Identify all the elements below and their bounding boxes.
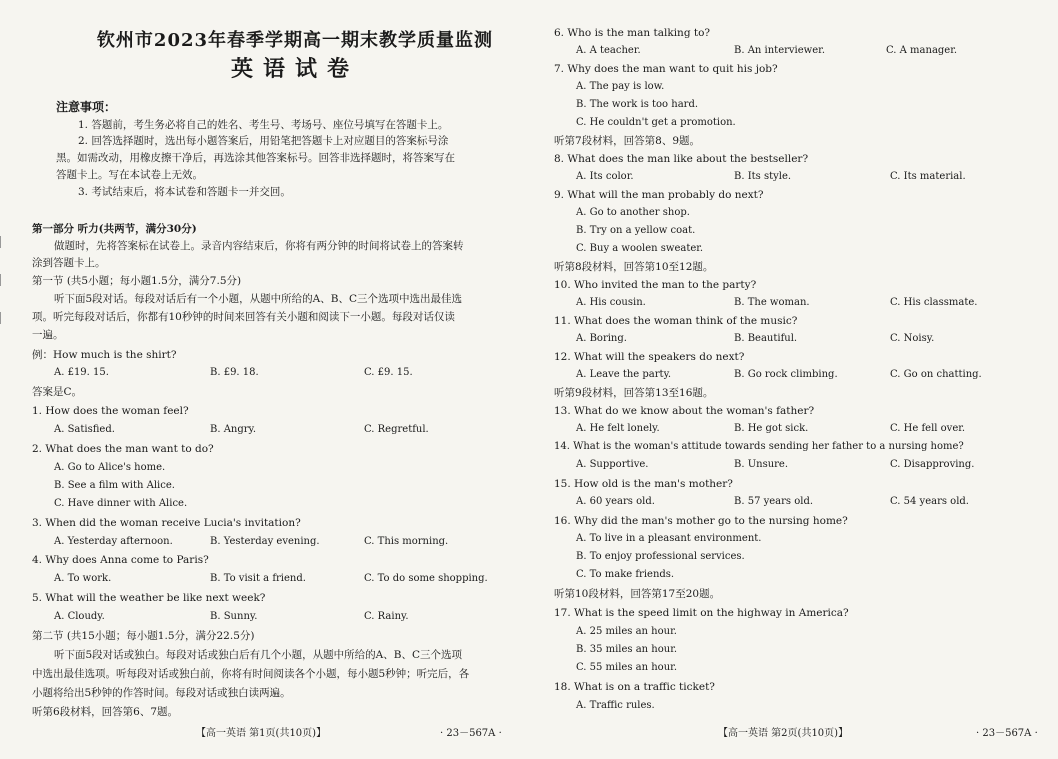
- option: C. A manager.: [886, 45, 958, 56]
- listening-instruction: 听第7段材料，回答第8、9题。: [554, 135, 701, 147]
- option: A. To live in a pleasant environment.: [576, 533, 762, 544]
- listening-instruction: 听第10段材料，回答第17至20题。: [554, 588, 721, 600]
- option: B. Sunny.: [210, 611, 258, 622]
- page-footer: 【高一英语 第1页(共10页)】: [196, 728, 327, 739]
- binding-mark: [0, 312, 7, 324]
- option: C. Disapproving.: [890, 459, 975, 470]
- option: C. Noisy.: [890, 333, 935, 344]
- option: A. 60 years old.: [576, 496, 655, 507]
- example-question: 例：How much is the shirt?: [32, 349, 177, 361]
- note-line: 3. 考试结束后，将本试卷和答题卡一并交回。: [78, 186, 291, 198]
- question-15: 15. How old is the man's mother?: [554, 478, 733, 490]
- part1-heading: 第一部分 听力(共两节，满分30分): [32, 223, 197, 235]
- option: B. To enjoy professional services.: [576, 551, 745, 562]
- option: B. To visit a friend.: [210, 573, 306, 584]
- option: C. He fell over.: [890, 423, 966, 434]
- question-2: 2. What does the man want to do?: [32, 443, 214, 455]
- example-option: A. £19. 15.: [54, 367, 109, 378]
- question-17: 17. What is the speed limit on the highway in America?: [554, 607, 849, 619]
- question-11: 11. What does the woman think of the music?: [554, 315, 798, 327]
- question-9: 9. What will the man probably do next?: [554, 189, 764, 201]
- exam-subject-title: 英语试卷: [230, 56, 359, 82]
- option: C. Go on chatting.: [890, 369, 982, 380]
- option: B. Try on a yellow coat.: [576, 225, 696, 236]
- option: C. Have dinner with Alice.: [54, 498, 188, 509]
- section2-intro: 听下面5段对话或独白。每段对话或独白后有几个小题，从题中所给的A、B、C三个选项: [54, 649, 463, 661]
- question-3: 3. When did the woman receive Lucia's invitation?: [32, 517, 301, 529]
- notes-heading: 注意事项：: [56, 100, 117, 114]
- option: A. To work.: [54, 573, 112, 584]
- option: C. 54 years old.: [890, 496, 969, 507]
- binding-mark: [0, 274, 7, 286]
- listening-instruction: 听第6段材料，回答第6、7题。: [32, 706, 179, 718]
- option: B. Angry.: [210, 424, 257, 435]
- option: B. Yesterday evening.: [210, 536, 320, 547]
- option: C. 55 miles an hour.: [576, 662, 678, 673]
- section1-intro: 一遍。: [32, 329, 64, 341]
- option: A. A teacher.: [576, 45, 641, 56]
- option: B. An interviewer.: [734, 45, 826, 56]
- question-13: 13. What do we know about the woman's father?: [554, 405, 815, 417]
- option: A. Its color.: [576, 171, 634, 182]
- option: B. He got sick.: [734, 423, 809, 434]
- option: A. Leave the party.: [576, 369, 672, 380]
- question-18: 18. What is on a traffic ticket?: [554, 681, 715, 693]
- option: C. Regretful.: [364, 424, 429, 435]
- option: A. Yesterday afternoon.: [54, 536, 173, 547]
- option: C. He couldn't get a promotion.: [576, 117, 736, 128]
- question-12: 12. What will the speakers do next?: [554, 351, 745, 363]
- option: C. To make friends.: [576, 569, 675, 580]
- option: A. Supportive.: [576, 459, 649, 470]
- listening-instruction: 听第8段材料，回答第10至12题。: [554, 261, 714, 273]
- question-14: 14. What is the woman's attitude towards sending her father to a nursing home?: [554, 441, 964, 452]
- option: B. The woman.: [734, 297, 810, 308]
- question-6: 6. Who is the man talking to?: [554, 27, 711, 39]
- page-code: · 23－567A ·: [440, 728, 502, 739]
- question-8: 8. What does the man like about the bestseller?: [554, 153, 809, 165]
- option: B. Beautiful.: [734, 333, 798, 344]
- section1-intro: 项。听完每段对话后，你都有10秒钟的时间来回答有关小题和阅读下一小题。每段对话仅读: [32, 311, 455, 323]
- example-option: C. £9. 15.: [364, 367, 413, 378]
- page-footer: 【高一英语 第2页(共10页)】: [718, 728, 849, 739]
- section2-intro: 中选出最佳选项。听每段对话或独白前，你将有时间阅读各个小题，每小题5秒钟；听完后，各: [32, 668, 470, 680]
- option: A. Traffic rules.: [576, 700, 655, 711]
- option: C. To do some shopping.: [364, 573, 488, 584]
- option: A. Satisfied.: [54, 424, 115, 435]
- question-1: 1. How does the woman feel?: [32, 405, 189, 417]
- note-line: 黑。如需改动，用橡皮擦干净后，再选涂其他答案标号。回答非选择题时，将答案写在: [56, 152, 455, 164]
- section2-intro: 小题将给出5秒钟的作答时间。每段对话或独白读两遍。: [32, 687, 291, 699]
- option: C. Its material.: [890, 171, 966, 182]
- option: C. Rainy.: [364, 611, 409, 622]
- option: A. He felt lonely.: [576, 423, 660, 434]
- option: B. 57 years old.: [734, 496, 814, 507]
- option: A. The pay is low.: [576, 81, 665, 92]
- option: C. His classmate.: [890, 297, 978, 308]
- question-10: 10. Who invited the man to the party?: [554, 279, 757, 291]
- question-7: 7. Why does the man want to quit his job?: [554, 63, 778, 75]
- page-code: · 23－567A ·: [976, 728, 1038, 739]
- section1-heading: 第一节 (共5小题；每小题1.5分，满分7.5分): [32, 275, 242, 287]
- option: C. Buy a woolen sweater.: [576, 243, 704, 254]
- option: B. Its style.: [734, 171, 792, 182]
- option: C. This morning.: [364, 536, 449, 547]
- option: B. 35 miles an hour.: [576, 644, 678, 655]
- binding-mark: [0, 236, 7, 248]
- option: B. Unsure.: [734, 459, 789, 470]
- right-page: [530, 0, 1058, 759]
- question-5: 5. What will the weather be like next week?: [32, 592, 266, 604]
- example-answer: 答案是C。: [32, 386, 83, 398]
- option: A. Go to another shop.: [576, 207, 690, 218]
- section1-intro: 听下面5段对话。每段对话后有一个小题，从题中所给的A、B、C三个选项中选出最佳选: [54, 293, 463, 305]
- question-4: 4. Why does Anna come to Paris?: [32, 554, 209, 566]
- option: B. See a film with Alice.: [54, 480, 175, 491]
- option: A. Go to Alice's home.: [54, 462, 166, 473]
- question-16: 16. Why did the man's mother go to the nursing home?: [554, 515, 848, 527]
- section2-heading: 第二节 (共15小题；每小题1.5分，满分22.5分): [32, 630, 255, 642]
- exam-title: 钦州市2023年春季学期高一期末教学质量监测: [96, 30, 494, 51]
- note-line: 2. 回答选择题时，选出每小题答案后，用铅笔把答题卡上对应题目的答案标号涂: [78, 135, 449, 147]
- option: A. Boring.: [576, 333, 627, 344]
- option: A. His cousin.: [576, 297, 646, 308]
- option: B. Go rock climbing.: [734, 369, 838, 380]
- option: A. 25 miles an hour.: [576, 626, 677, 637]
- option: B. The work is too hard.: [576, 99, 699, 110]
- part1-intro: 涂到答题卡上。: [32, 257, 106, 269]
- left-page: [0, 0, 528, 759]
- listening-instruction: 听第9段材料，回答第13至16题。: [554, 387, 714, 399]
- part1-intro: 做题时，先将答案标在试卷上。录音内容结束后，你将有两分钟的时间将试卷上的答案转: [54, 240, 464, 252]
- note-line: 1. 答题前，考生务必将自己的姓名、考生号、考场号、座位号填写在答题卡上。: [78, 119, 449, 131]
- example-option: B. £9. 18.: [210, 367, 259, 378]
- note-line: 答题卡上。写在本试卷上无效。: [56, 169, 203, 181]
- option: A. Cloudy.: [54, 611, 105, 622]
